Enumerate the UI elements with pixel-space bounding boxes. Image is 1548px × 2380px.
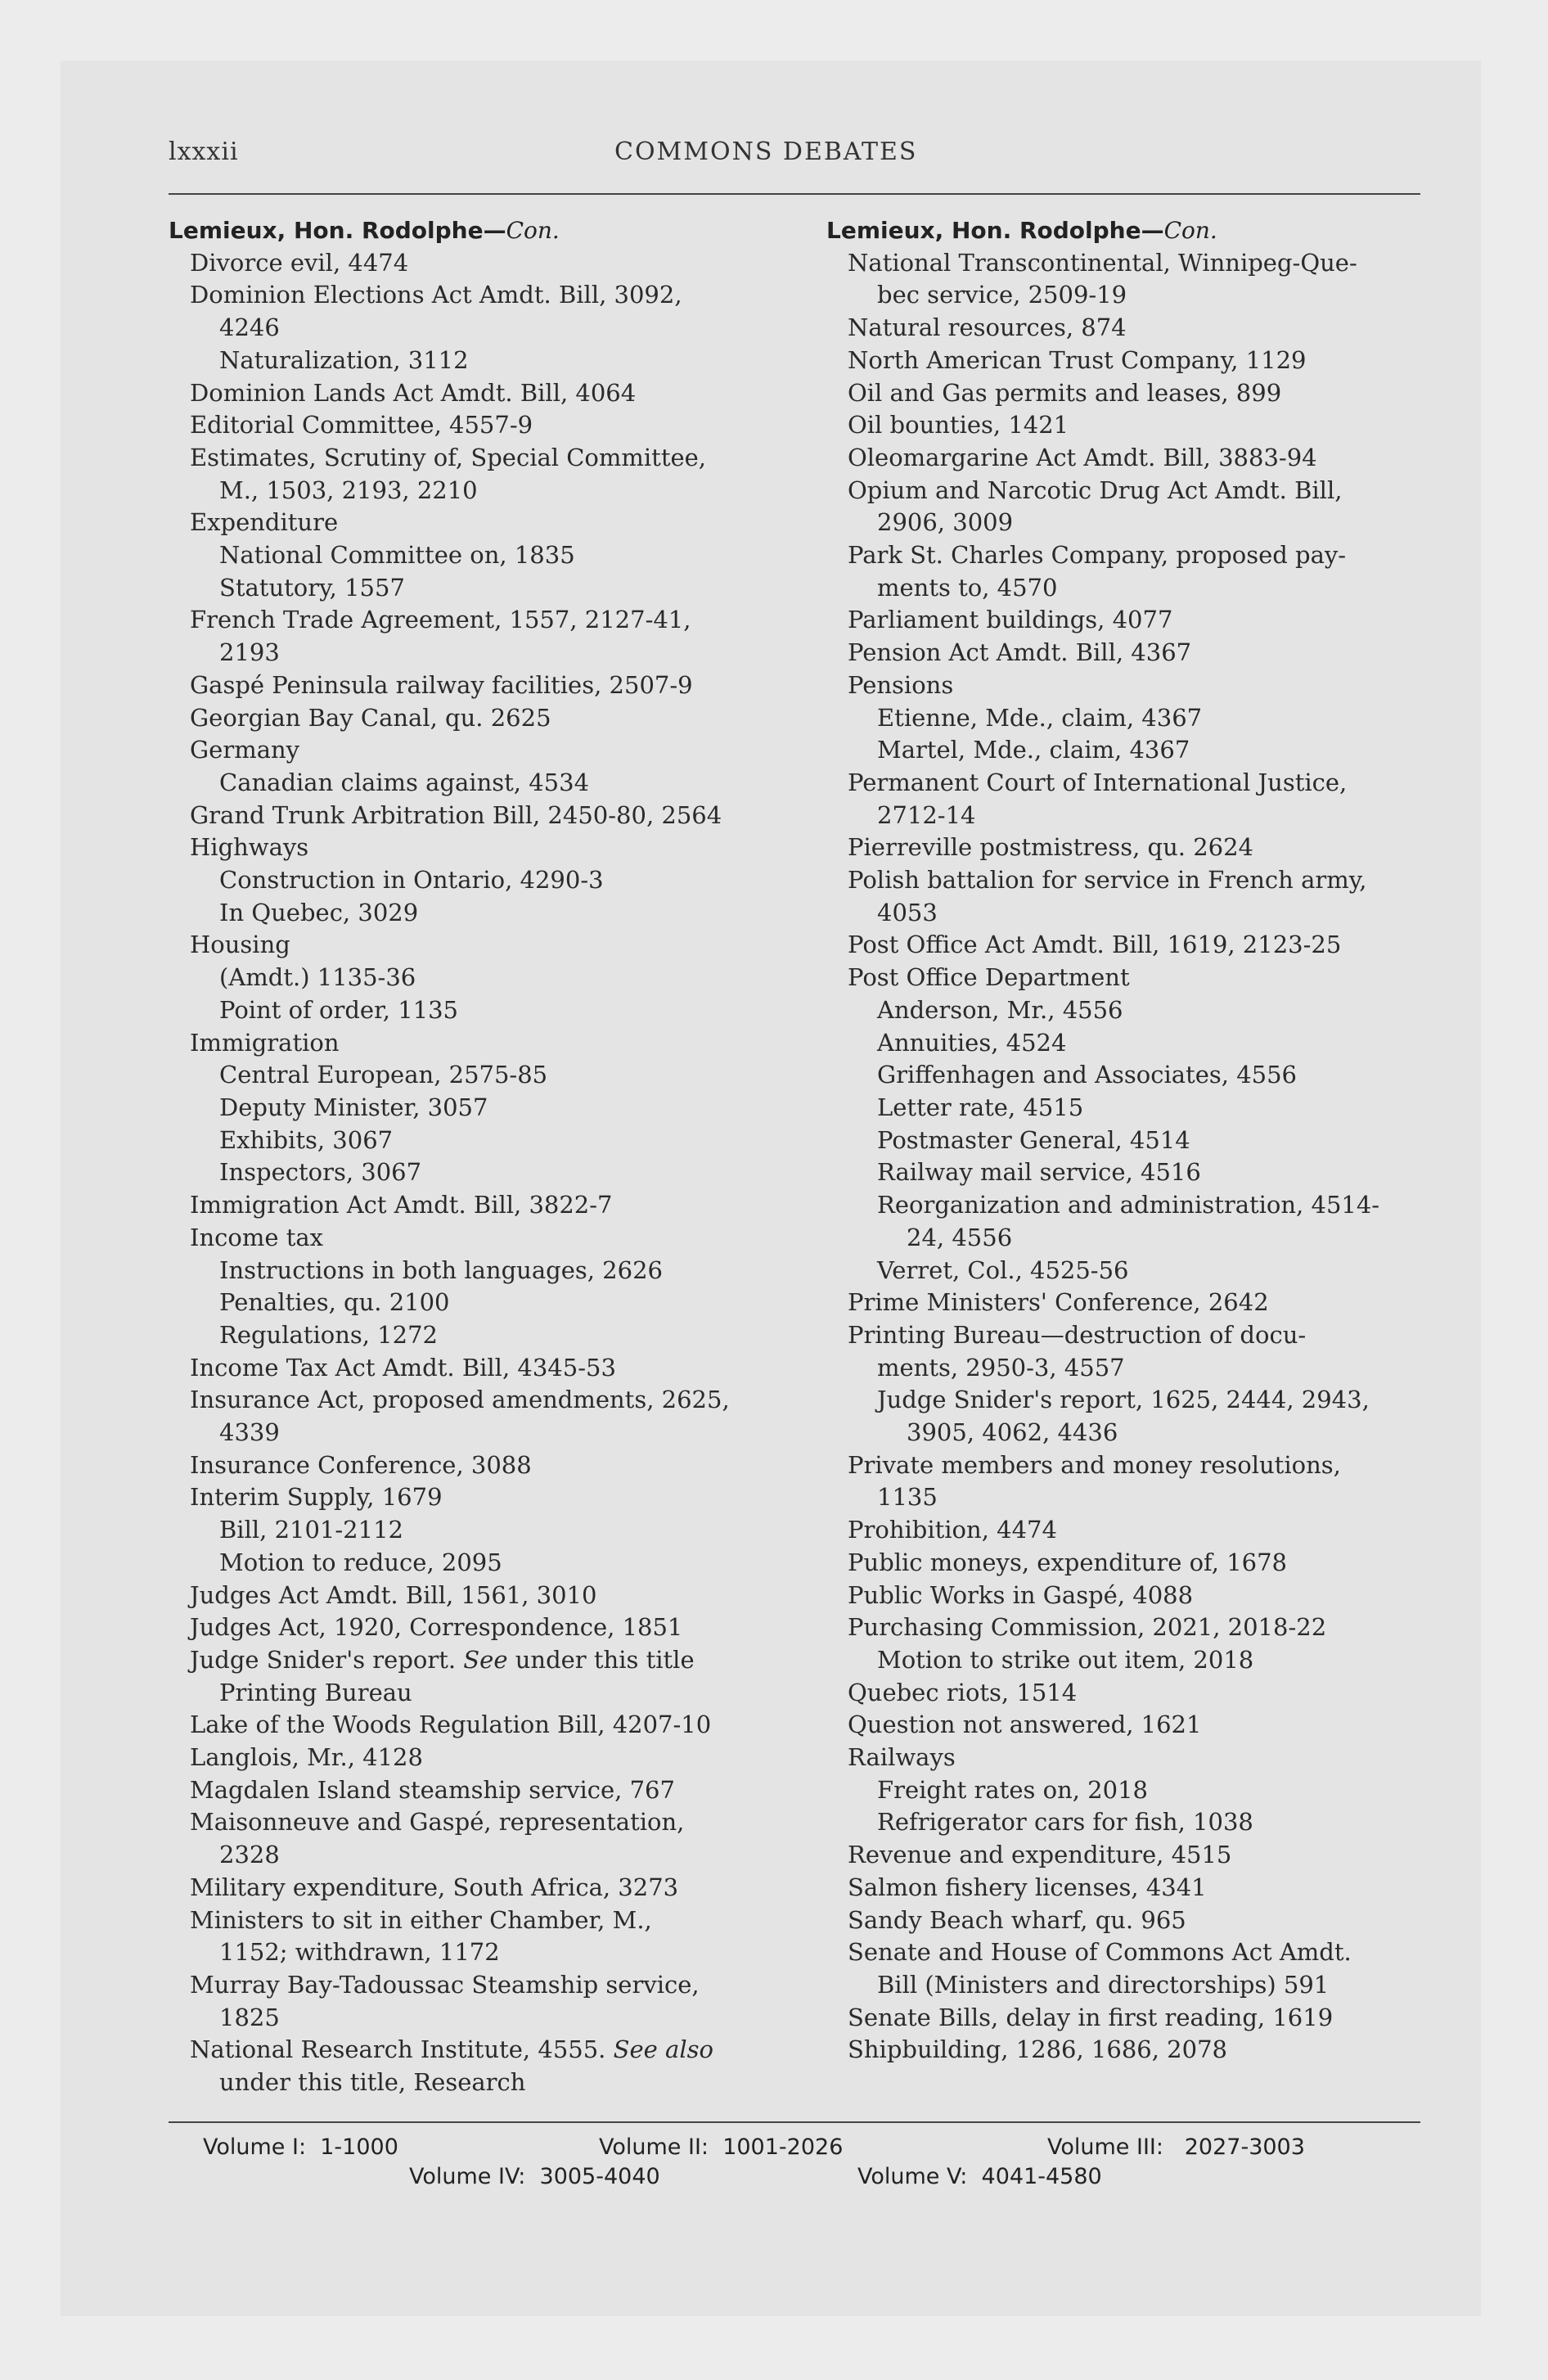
entry-text: Judges Act, 1920, Correspondence, 1851 — [190, 1613, 683, 1642]
entry-text: Deputy Minister, 3057 — [219, 1093, 488, 1121]
index-entry — [169, 1092, 758, 1125]
volume-4 — [409, 2164, 660, 2189]
entry-text: Statutory, 1557 — [219, 573, 405, 602]
index-entry — [169, 1839, 758, 1872]
entry-text: 1135 — [877, 1483, 938, 1512]
entry-text: Printing Bureau—destruction of docu- — [848, 1320, 1307, 1349]
entry-text: Lake of the Woods Regulation Bill, 4207-10 — [190, 1711, 712, 1739]
entry-text: Regulations, 1272 — [219, 1320, 438, 1349]
entry-text: Oil bounties, 1421 — [848, 411, 1069, 439]
entry-text: Senate and House of Commons Act Amdt. — [848, 1938, 1352, 1967]
index-entry — [169, 994, 758, 1027]
index-entry — [169, 1125, 758, 1157]
entry-text: Military expenditure, South Africa, 3273 — [190, 1873, 679, 1901]
index-entry — [169, 637, 758, 669]
header-rule — [169, 193, 1420, 195]
cross-reference: See also — [613, 2035, 713, 2064]
entry-text: Sandy Beach wharf, qu. 965 — [848, 1905, 1186, 1934]
entry-text: Opium and Narcotic Drug Act Amdt. Bill, — [848, 476, 1343, 504]
entry-text: Oleomargarine Act Amdt. Bill, 3883-94 — [848, 443, 1317, 471]
entry-text: Pension Act Amdt. Bill, 4367 — [848, 638, 1192, 667]
index-entry — [826, 1936, 1415, 1969]
entry-text: Pierreville postmistress, qu. 2624 — [848, 833, 1254, 862]
index-entry — [826, 1156, 1415, 1189]
index-entry — [169, 1580, 758, 1612]
index-entry — [169, 1189, 758, 1222]
index-entry — [826, 767, 1415, 800]
entry-text: Motion to strike out item, 2018 — [877, 1645, 1254, 1674]
entry-text: Anderson, Mr., 4556 — [877, 995, 1123, 1024]
entry-text: Postmaster General, 4514 — [877, 1125, 1190, 1154]
running-head: COMMONS DEBATES — [614, 137, 918, 166]
right-entries-list — [826, 247, 1415, 2067]
index-entry — [826, 345, 1415, 377]
entry-text: Construction in Ontario, 4290-3 — [219, 866, 604, 895]
index-entry — [826, 897, 1415, 930]
entry-text: ments, 2950-3, 4557 — [877, 1353, 1125, 1382]
index-entry — [826, 1352, 1415, 1385]
entry-text: Insurance Conference, 3088 — [190, 1450, 532, 1479]
volume-label: Volume IV: — [409, 2164, 526, 2189]
entry-text: Income Tax Act Amdt. Bill, 4345-53 — [190, 1353, 616, 1382]
cross-reference: See — [463, 1645, 508, 1674]
index-entry — [169, 507, 758, 539]
entry-text: Permanent Court of International Justice, — [848, 768, 1348, 796]
entry-text: North American Trust Company, 1129 — [848, 345, 1307, 374]
index-entry — [169, 1969, 758, 2002]
volume-range: 2027-3003 — [1184, 2134, 1305, 2160]
index-entry — [826, 1969, 1415, 2002]
index-entry — [169, 832, 758, 864]
volume-1 — [203, 2134, 398, 2160]
entry-text: Magdalen Island steamship service, 767 — [190, 1775, 675, 1804]
entry-text: Salmon fishery licenses, 4341 — [848, 1873, 1207, 1901]
entry-text: Expenditure — [190, 508, 339, 537]
index-entry — [169, 734, 758, 767]
page-number: lxxxii — [169, 137, 239, 166]
index-entry — [169, 1936, 758, 1969]
entry-text: Revenue and expenditure, 4515 — [848, 1841, 1232, 1869]
volume-range: 1001-2026 — [722, 2134, 844, 2160]
entry-text: Post Office Act Amdt. Bill, 1619, 2123-25 — [848, 931, 1342, 959]
index-entry — [826, 475, 1415, 507]
left-column — [169, 214, 758, 2099]
entry-text: Post Office Department — [848, 963, 1130, 992]
entry-text: ments to, 4570 — [877, 573, 1058, 602]
entry-text: Naturalization, 3112 — [219, 345, 469, 374]
index-entry — [169, 897, 758, 930]
index-entry — [826, 800, 1415, 832]
index-entry — [826, 734, 1415, 767]
entry-text-after: under this title — [507, 1645, 695, 1674]
index-entry — [169, 1709, 758, 1742]
entry-text: 4246 — [219, 313, 280, 342]
entry-text: Judge Snider's report, 1625, 2444, 2943, — [877, 1386, 1370, 1414]
index-entry — [826, 1189, 1415, 1222]
entry-text: Dominion Lands Act Amdt. Bill, 4064 — [190, 378, 637, 407]
entry-text: Letter rate, 4515 — [877, 1093, 1084, 1121]
index-entry — [826, 1677, 1415, 1710]
index-entry — [826, 669, 1415, 702]
index-entry — [169, 442, 758, 475]
entry-text: Quebec riots, 1514 — [848, 1678, 1078, 1706]
index-entry — [169, 1904, 758, 1937]
index-entry — [169, 572, 758, 605]
index-entry — [169, 247, 758, 280]
index-entry — [826, 572, 1415, 605]
index-entry — [826, 1449, 1415, 1482]
index-entry — [826, 1742, 1415, 1774]
index-entry — [169, 929, 758, 962]
index-entry — [169, 1027, 758, 1060]
index-entry — [169, 1547, 758, 1580]
index-entry — [826, 312, 1415, 345]
entry-text: Pensions — [848, 670, 954, 699]
index-entry — [169, 539, 758, 572]
entry-text: Judge Snider's report. — [190, 1645, 464, 1674]
index-entry — [826, 604, 1415, 637]
index-entry — [826, 1092, 1415, 1125]
index-entry — [826, 1514, 1415, 1547]
volume-label: Volume III: — [1047, 2134, 1163, 2160]
footer-rule — [169, 2121, 1420, 2123]
index-entry — [169, 1352, 758, 1385]
entry-text: Judges Act Amdt. Bill, 1561, 3010 — [190, 1580, 597, 1609]
index-entry — [826, 1839, 1415, 1872]
entry-text: Martel, Mde., claim, 4367 — [877, 736, 1190, 764]
index-entry — [826, 1222, 1415, 1255]
entry-text: Editorial Committee, 4557-9 — [190, 411, 533, 439]
entry-text: Motion to reduce, 2095 — [219, 1548, 502, 1576]
entry-text: Interim Supply, 1679 — [190, 1483, 443, 1512]
index-entry — [826, 442, 1415, 475]
index-entry — [169, 1287, 758, 1319]
index-entry — [826, 1774, 1415, 1807]
entry-text: (Amdt.) 1135-36 — [219, 963, 416, 992]
entry-text: Grand Trunk Arbitration Bill, 2450-80, 2564 — [190, 800, 722, 829]
heading-name: Lemieux, Hon. Rodolphe— — [169, 217, 506, 244]
volume-2 — [599, 2134, 843, 2160]
index-entry — [826, 929, 1415, 962]
index-entry — [169, 1059, 758, 1092]
index-entry — [826, 1806, 1415, 1839]
index-entry — [826, 1709, 1415, 1742]
index-entry — [169, 312, 758, 345]
entry-text: Inspectors, 3067 — [219, 1158, 422, 1187]
entry-text: 4053 — [877, 898, 938, 926]
entry-text: 2712-14 — [877, 800, 976, 829]
index-entry — [169, 1156, 758, 1189]
volume-3 — [1047, 2134, 1305, 2160]
entry-text: Highways — [190, 833, 309, 862]
left-column-heading — [169, 214, 758, 247]
entry-text: Maisonneuve and Gaspé, representation, — [190, 1808, 685, 1837]
index-entry — [826, 1611, 1415, 1644]
index-entry — [169, 1742, 758, 1774]
entry-text: Exhibits, 3067 — [219, 1125, 394, 1154]
index-entry — [826, 2002, 1415, 2035]
entry-text: Immigration — [190, 1028, 340, 1057]
heading-con: Con. — [1163, 217, 1217, 244]
entry-text: Bill, 2101-2112 — [219, 1516, 403, 1544]
index-entry — [169, 1222, 758, 1255]
index-entry — [826, 637, 1415, 669]
entry-text: Annuities, 4524 — [877, 1028, 1067, 1057]
entry-text: Central European, 2575-85 — [219, 1061, 548, 1089]
entry-text: In Quebec, 3029 — [219, 898, 419, 926]
index-entry — [826, 1125, 1415, 1157]
entry-text: Parliament buildings, 4077 — [848, 606, 1173, 634]
entry-text: Question not answered, 1621 — [848, 1711, 1202, 1739]
entry-text: Reorganization and administration, 4514- — [877, 1191, 1380, 1219]
index-entry — [169, 475, 758, 507]
entry-text: Murray Bay-Tadoussac Steamship service, — [190, 1970, 700, 1999]
index-entry — [826, 1319, 1415, 1352]
index-entry — [169, 1481, 758, 1514]
index-entry — [826, 1904, 1415, 1937]
entry-text: M., 1503, 2193, 2210 — [219, 476, 478, 504]
index-entry — [169, 864, 758, 897]
index-entry — [826, 832, 1415, 864]
entry-text: 2193 — [219, 638, 280, 667]
index-entry — [169, 2067, 758, 2099]
volume-5 — [857, 2164, 1102, 2189]
volume-label: Volume I: — [203, 2134, 307, 2160]
heading-con: Con. — [506, 217, 560, 244]
index-entry — [169, 1255, 758, 1287]
index-entry — [169, 1514, 758, 1547]
entry-text: Immigration Act Amdt. Bill, 3822-7 — [190, 1191, 613, 1219]
entry-text: Ministers to sit in either Chamber, M., — [190, 1905, 652, 1934]
entry-text: under this title, Research — [219, 2068, 526, 2097]
entry-text: Bill (Ministers and directorships) 591 — [877, 1970, 1330, 1999]
entry-text: 4339 — [219, 1418, 280, 1447]
index-entry — [169, 1449, 758, 1482]
index-entry — [826, 962, 1415, 994]
entry-text: Griffenhagen and Associates, 4556 — [877, 1061, 1297, 1089]
entry-text: Etienne, Mde., claim, 4367 — [877, 703, 1203, 732]
page-header — [169, 137, 1420, 170]
entry-text: Natural resources, 874 — [848, 313, 1127, 342]
entry-text: Instructions in both languages, 2626 — [219, 1255, 663, 1284]
entry-text: Verret, Col., 4525-56 — [877, 1255, 1129, 1284]
index-entry — [169, 2002, 758, 2035]
entry-text: Prohibition, 4474 — [848, 1516, 1057, 1544]
index-entry — [826, 1287, 1415, 1319]
entry-text: Private members and money resolutions, — [848, 1450, 1341, 1479]
index-entry — [826, 539, 1415, 572]
index-entry — [169, 409, 758, 442]
entry-text: Income tax — [190, 1223, 324, 1251]
right-column-heading — [826, 214, 1415, 247]
index-entry — [169, 1872, 758, 1904]
entry-text: Estimates, Scrutiny of, Special Committee, — [190, 443, 707, 471]
index-entry — [826, 409, 1415, 442]
entry-text: National Transcontinental, Winnipeg-Que- — [848, 248, 1357, 277]
entry-text: Housing — [190, 931, 290, 959]
entry-text: Polish battalion for service in French army, — [848, 866, 1367, 895]
index-entry — [826, 1481, 1415, 1514]
entry-text: Langlois, Mr., 4128 — [190, 1743, 423, 1772]
volume-range: 3005-4040 — [539, 2164, 660, 2189]
entry-text: Germany — [190, 736, 300, 764]
index-entry — [826, 1547, 1415, 1580]
index-entry — [169, 800, 758, 832]
index-entry — [169, 1611, 758, 1644]
index-entry — [169, 1806, 758, 1839]
entry-text: 1825 — [219, 2003, 280, 2031]
index-entry — [169, 962, 758, 994]
index-entry — [826, 279, 1415, 312]
index-entry — [169, 1384, 758, 1417]
volume-label: Volume II: — [599, 2134, 709, 2160]
entry-text: bec service, 2509-19 — [877, 281, 1127, 309]
index-entry — [826, 1580, 1415, 1612]
index-entry — [826, 1384, 1415, 1417]
entry-text: 3905, 4062, 4436 — [907, 1418, 1118, 1447]
entry-text: Railway mail service, 4516 — [877, 1158, 1201, 1187]
entry-text: Penalties, qu. 2100 — [219, 1288, 450, 1317]
index-entry — [169, 669, 758, 702]
index-entry — [826, 1872, 1415, 1904]
index-entry — [826, 247, 1415, 280]
right-column — [826, 214, 1415, 2067]
entry-text: Public moneys, expenditure of, 1678 — [848, 1548, 1287, 1576]
index-entry — [826, 864, 1415, 897]
index-entry — [826, 377, 1415, 410]
index-entry — [169, 1417, 758, 1449]
index-entry — [826, 1644, 1415, 1677]
entry-text: Shipbuilding, 1286, 1686, 2078 — [848, 2035, 1227, 2064]
entry-text: Georgian Bay Canal, qu. 2625 — [190, 703, 551, 732]
volume-label: Volume V: — [857, 2164, 968, 2189]
index-entry — [169, 1677, 758, 1710]
index-entry — [169, 1319, 758, 1352]
index-entry — [826, 1417, 1415, 1449]
index-entry — [169, 1774, 758, 1807]
index-entry — [826, 2034, 1415, 2067]
entry-text: National Committee on, 1835 — [219, 541, 575, 570]
entry-text: Refrigerator cars for fish, 1038 — [877, 1808, 1253, 1837]
entry-text: Dominion Elections Act Amdt. Bill, 3092, — [190, 281, 682, 309]
index-entry — [826, 1059, 1415, 1092]
index-entry — [169, 279, 758, 312]
entry-text: Canadian claims against, 4534 — [219, 768, 590, 796]
entry-text: 2328 — [219, 1841, 280, 1869]
index-entry — [826, 507, 1415, 539]
entry-text: Printing Bureau — [219, 1678, 412, 1706]
volume-range: 1-1000 — [320, 2134, 398, 2160]
index-entry — [826, 702, 1415, 735]
volume-range: 4041-4580 — [981, 2164, 1102, 2189]
entry-text: Point of order, 1135 — [219, 995, 458, 1024]
entry-text: Prime Ministers' Conference, 2642 — [848, 1288, 1269, 1317]
entry-text: French Trade Agreement, 1557, 2127-41, — [190, 606, 691, 634]
entry-text: 2906, 3009 — [877, 508, 1014, 537]
left-entries-list — [169, 247, 758, 2099]
index-entry — [169, 702, 758, 735]
entry-text: Park St. Charles Company, proposed pay- — [848, 541, 1347, 570]
index-entry — [826, 1255, 1415, 1287]
entry-text: Insurance Act, proposed amendments, 2625, — [190, 1386, 730, 1414]
index-entry — [169, 767, 758, 800]
entry-text: 1152; withdrawn, 1172 — [219, 1938, 500, 1967]
entry-text: Purchasing Commission, 2021, 2018-22 — [848, 1613, 1327, 1642]
index-entry — [169, 604, 758, 637]
index-entry — [169, 377, 758, 410]
index-entry — [826, 1027, 1415, 1060]
heading-name: Lemieux, Hon. Rodolphe— — [826, 217, 1164, 244]
entry-text: 24, 4556 — [907, 1223, 1013, 1251]
entry-text: Senate Bills, delay in first reading, 1619 — [848, 2003, 1334, 2031]
entry-text: Oil and Gas permits and leases, 899 — [848, 378, 1282, 407]
entry-text: Gaspé Peninsula railway facilities, 2507-9 — [190, 670, 693, 699]
index-entry — [826, 994, 1415, 1027]
entry-text: Railways — [848, 1743, 956, 1772]
entry-text: National Research Institute, 4555. — [190, 2035, 614, 2064]
entry-text: Freight rates on, 2018 — [877, 1775, 1148, 1804]
entry-text: Public Works in Gaspé, 4088 — [848, 1580, 1194, 1609]
entry-text: Divorce evil, 4474 — [190, 248, 409, 277]
index-entry — [169, 2034, 758, 2067]
index-entry — [169, 345, 758, 377]
index-entry — [169, 1644, 758, 1677]
